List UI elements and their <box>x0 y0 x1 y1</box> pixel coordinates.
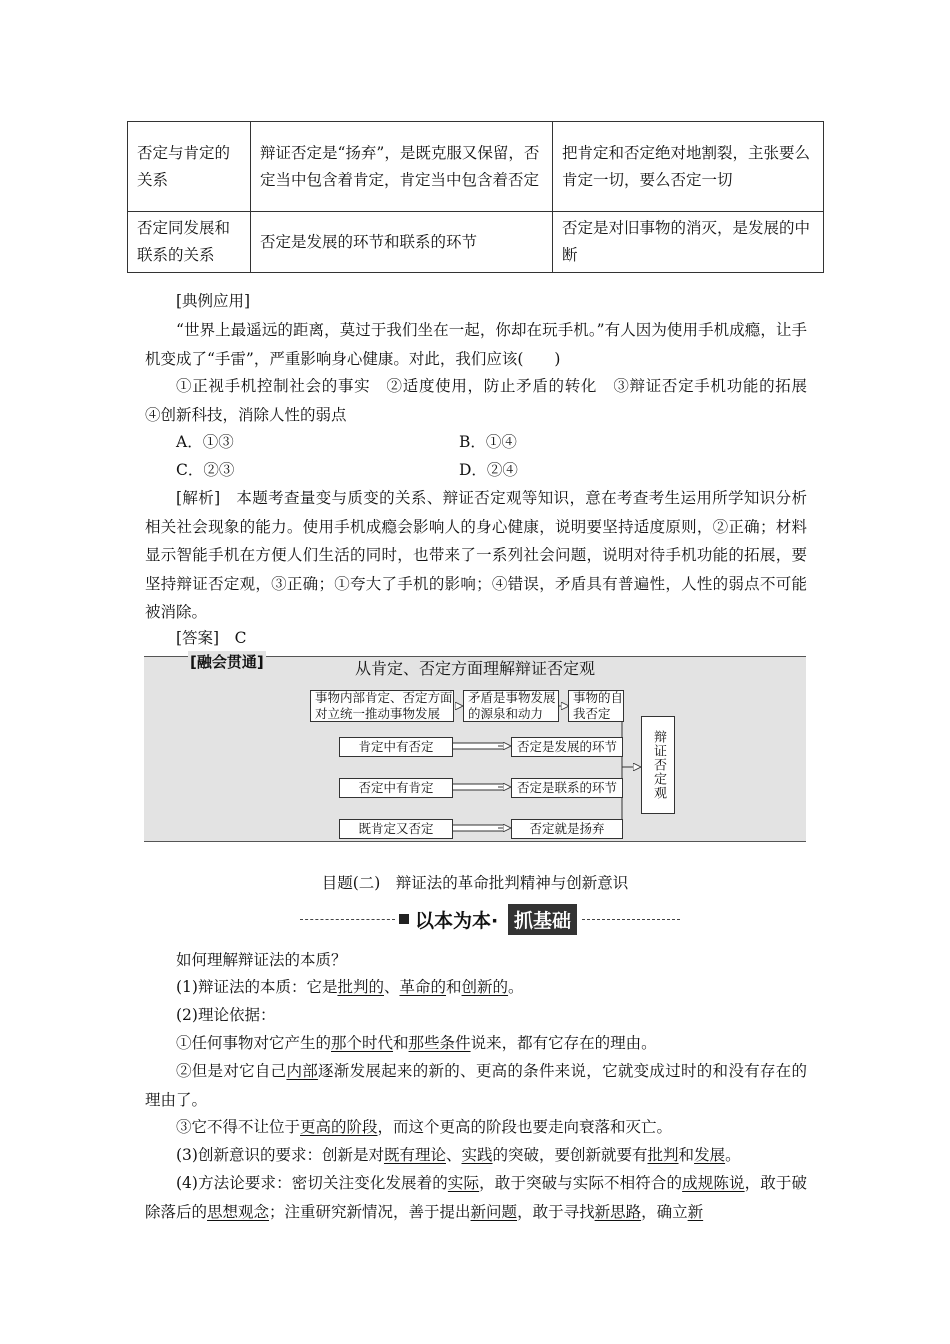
option-c: C．②③ <box>176 461 235 479</box>
flow-box-result: 辩证否定观 <box>641 716 675 814</box>
content-p4: ②但是对它自己内部逐渐发展起来的新的、更高的条件来说，它就变成过时的和没有存在的理由了。 <box>145 1062 807 1109</box>
content-question: 如何理解辩证法的本质？ <box>176 951 347 969</box>
flow-box-sublation: 否定就是扬弃 <box>511 819 623 839</box>
example-heading: [典例应用] <box>176 292 251 310</box>
summary-title: 从肯定、否定方面理解辩证否定观 <box>354 659 595 678</box>
flow-box-both: 既肯定又否定 <box>339 819 453 839</box>
content-p2: (2)理论依据： <box>176 1006 276 1024</box>
band-label: 以本为本· <box>415 910 499 932</box>
flow-box-connection: 否定是联系的环节 <box>511 778 623 798</box>
summary-box <box>144 653 806 842</box>
section-band <box>300 904 680 936</box>
flow-box-development: 否定是发展的环节 <box>511 737 623 757</box>
example-answer: [答案] C <box>176 629 247 647</box>
content-p3: ①任何事物对它产生的那个时代和那些条件说来，都有它存在的理由。 <box>176 1034 657 1052</box>
option-b: B．①④ <box>459 433 517 451</box>
table-cell: 否定是发展的环节和联系的环节 <box>251 212 553 273</box>
example-question: “世界上最遥远的距离，莫过于我们坐在一起，你却在玩手机。”有人因为使用手机成瘾，让手机变成了“手雷”，严重影响身心健康。对此，我们应该( ) <box>145 321 807 368</box>
bracket-line <box>615 706 622 828</box>
example-analysis: [解析] 本题考查量变与质变的关系、辩证否定观等知识，意在考查考生运用所学知识分析相关社会现象的能力。使用手机成瘾会影响人的身心健康，说明要坚持适度原则，②正确；材料显示智能手机在方便人们生活的同时，也带来了一系列社会问题，说明对待手机功能的拓展，要坚持辩证否定观，③正确；①夸大了手机的影响；④错误，矛盾具有普遍性，人性的弱点不可能被消除。 <box>145 489 807 621</box>
table-row <box>128 212 824 273</box>
table-row <box>128 122 824 212</box>
band-dash-left <box>300 919 395 920</box>
square-icon <box>399 914 409 924</box>
table-cell: 否定是对旧事物的消灭，是发展的中断 <box>553 212 824 273</box>
band-label-highlight: 抓基础 <box>508 904 577 935</box>
flow-box-negative: 否定中有肯定 <box>339 778 453 798</box>
band-dash-right <box>582 919 680 920</box>
option-d: D．②④ <box>459 461 518 479</box>
option-a: A．①③ <box>176 433 234 451</box>
content-p7: (4)方法论要求：密切关注变化发展着的实际，敢于突破与实际不相符合的成规陈说，敢于破除落后的思想观念；注重研究新情况，善于提出新问题，敢于寻找新思路，确立新 <box>145 1174 807 1221</box>
content-p5: ③它不得不让位于更高的阶段，而这个更高的阶段也要走向衰落和灭亡。 <box>176 1118 673 1136</box>
table-cell: 辩证否定是“扬弃”，是既克服又保留，否定当中包含着肯定，肯定当中包含着否定 <box>251 122 553 212</box>
example-items: ①正视手机控制社会的事实 ②适度使用，防止矛盾的转化 ③辩证否定手机功能的拓展 ④创新科技，消除人性的弱点 <box>145 377 823 424</box>
table-cell: 否定与肯定的关系 <box>128 122 251 212</box>
comparison-table <box>127 121 824 273</box>
content-p1: (1)辩证法的本质：它是批判的、革命的和创新的。 <box>176 978 524 996</box>
summary-tag: [融会贯通] <box>190 653 264 671</box>
content-p6: (3)创新意识的要求：创新是对既有理论、实践的突破，要创新就要有批判和发展。 <box>176 1146 741 1164</box>
flow-box-contradiction: 事物内部肯定、否定方面对立统一推动事物发展 <box>310 690 454 722</box>
flow-box-source: 矛盾是事物发展的源泉和动力 <box>463 690 559 722</box>
flow-box-self-negation: 事物的自我否定 <box>568 690 624 722</box>
flow-box-positive: 肯定中有否定 <box>339 737 453 757</box>
flow-arrows <box>144 657 806 841</box>
table-cell: 把肯定和否定绝对地割裂，主张要么肯定一切，要么否定一切 <box>553 122 824 212</box>
table-cell: 否定同发展和联系的关系 <box>128 212 251 273</box>
section-title: 目题(二) 辩证法的革命批判精神与创新意识 <box>321 874 629 892</box>
